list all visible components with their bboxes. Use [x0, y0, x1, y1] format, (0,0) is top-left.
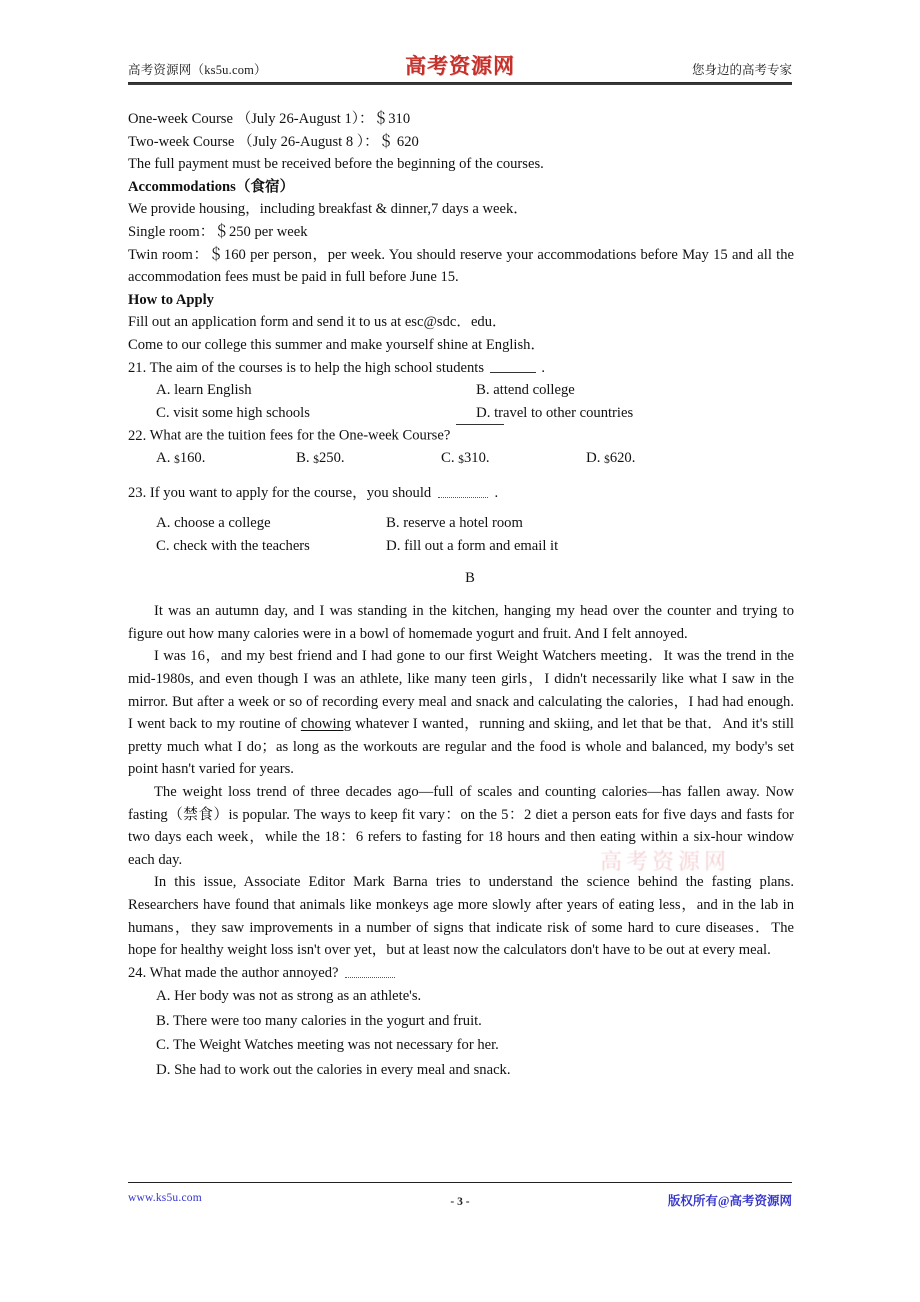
- option-letter: B.: [386, 515, 400, 532]
- option-letter: C.: [156, 404, 170, 421]
- option-letter: A.: [156, 515, 171, 532]
- passage-p2-underlined-word: chowing: [300, 716, 352, 733]
- option-letter: A.: [156, 381, 171, 398]
- question-22-option-d[interactable]: [586, 447, 635, 470]
- option-letter: D.: [156, 1061, 171, 1078]
- option-text: reserve a hotel room: [403, 515, 523, 532]
- page-footer: [128, 1190, 792, 1214]
- currency-symbol: $: [174, 454, 180, 467]
- question-23-option-d[interactable]: [386, 535, 558, 558]
- currency-symbol: $: [313, 454, 319, 467]
- option-text: 620.: [609, 449, 636, 466]
- question-24-stem: [128, 962, 794, 984]
- option-letter: B.: [476, 381, 490, 398]
- question-21-blank: [490, 359, 536, 372]
- question-22-options-row: [128, 447, 794, 470]
- question-22-option-a[interactable]: [156, 447, 296, 470]
- question-23-option-a[interactable]: [156, 512, 386, 535]
- option-text: She had to work out the calories in every meal and snack.: [174, 1061, 511, 1078]
- option-text: learn English: [174, 381, 252, 398]
- accommodations-twin-room: Twin room：＄160 per person，per week. You should reserve your accommodations before May 15 and all the accommodation fees must be paid in full before June 15.: [128, 246, 794, 286]
- question-22-stem: [128, 424, 794, 447]
- header-divider: [128, 82, 792, 85]
- question-24-blank: [345, 964, 395, 977]
- question-23-blank: [438, 484, 488, 497]
- question-22-option-b[interactable]: [296, 447, 441, 470]
- option-text: The Weight Watches meeting was not necessary for her.: [173, 1037, 499, 1054]
- question-22-text: What are the tuition fees for the One-week Course?: [149, 427, 451, 444]
- course-payment-note: The full payment must be received before the beginning of the courses.: [128, 156, 544, 173]
- question-21-option-d[interactable]: [476, 402, 633, 425]
- option-letter: C.: [156, 1037, 170, 1054]
- question-23-text: If you want to apply for the course，you should: [149, 484, 432, 501]
- question-21-stem: [128, 357, 794, 379]
- question-24-option-d[interactable]: [156, 1058, 511, 1083]
- option-text: Her body was not as strong as an athlete's.: [174, 987, 422, 1004]
- passage-paragraph-2: [128, 645, 794, 781]
- option-letter: A.: [156, 987, 171, 1004]
- option-text: There were too many calories in the yogurt and fruit.: [173, 1012, 482, 1029]
- passage-paragraph-3: The weight loss trend of three decades ago—full of scales and counting calories—has fallen away. Now fasting（禁食）is popular. The ways to keep fit vary：on the 5：2 diet a person eats for five days and fasts for two days each week，while the 18：6 refers to fasting for 18 hours and then eating within a six-hour window each day.: [128, 783, 794, 868]
- question-24-option-b[interactable]: [156, 1009, 482, 1034]
- question-23-option-b[interactable]: [386, 512, 523, 535]
- question-24-option-a[interactable]: [156, 984, 421, 1009]
- question-21-options-row-1: [128, 379, 794, 402]
- footer-url[interactable]: www.ks5u.com: [128, 1192, 202, 1204]
- question-21-period: .: [541, 359, 545, 376]
- option-letter: C.: [156, 537, 170, 554]
- option-letter: D.: [586, 449, 601, 466]
- accommodations-single-room: Single room：＄250 per week: [128, 224, 308, 241]
- question-21-option-b[interactable]: [476, 379, 575, 402]
- question-23-options-row-1: [128, 512, 794, 535]
- course-line-one-week: One-week Course （July 26-August 1）：＄310: [128, 111, 411, 127]
- accommodations-heading: Accommodations（食宿）: [128, 178, 295, 195]
- question-23-option-c[interactable]: [156, 535, 386, 558]
- question-22-blank: [456, 424, 504, 437]
- currency-symbol: $: [458, 454, 464, 467]
- question-23-options-row-2: [128, 535, 794, 558]
- passage-paragraph-4: In this issue, Associate Editor Mark Barna tries to understand the science behind the fasting plans. Researchers have found that animals like monkeys age more slowly after years of eating less，and in the lab in humans，they saw improvements in a number of signs that indicate risk of some hard to cure diseases．The hope for healthy weight loss isn't over yet，but at least now the calculators don't have to be out at every meal.: [128, 874, 794, 959]
- option-text: attend college: [493, 381, 575, 398]
- question-21-option-c[interactable]: [156, 402, 476, 425]
- question-21-option-a[interactable]: [156, 379, 476, 402]
- document-body: [128, 108, 794, 1083]
- question-23-number: 23.: [128, 484, 147, 501]
- option-letter: C.: [441, 449, 455, 466]
- question-24-option-a-row: [128, 984, 794, 1009]
- question-21-text: The aim of the courses is to help the high school students: [149, 359, 485, 376]
- question-21-number: 21.: [128, 359, 147, 376]
- page-watermark: 高考资源网: [600, 850, 731, 875]
- header-site-name: 高考资源网（ks5u.com）: [128, 63, 267, 77]
- option-text: 310.: [463, 449, 490, 466]
- question-24-text: What made the author annoyed?: [149, 964, 339, 981]
- page-number: - 3 -: [450, 1196, 470, 1208]
- option-letter: D.: [386, 537, 401, 554]
- section-letter-b: B: [465, 570, 475, 587]
- option-text: 250.: [318, 449, 345, 466]
- question-21-options-row-2: [128, 402, 794, 425]
- footer-divider: [128, 1182, 792, 1183]
- accommodations-housing-line: We provide housing，including breakfast & dinner,7 days a week．: [128, 201, 528, 218]
- passage-paragraph-1: It was an autumn day, and I was standing in the kitchen, hanging my head over the counter and trying to figure out how many calories were in a bowl of homemade yogurt and fruit. And I felt annoyed.: [128, 603, 794, 642]
- question-22-number: 22.: [128, 427, 147, 444]
- apply-come-line: Come to our college this summer and make yourself shine at English．: [128, 337, 546, 354]
- option-letter: B.: [296, 449, 310, 466]
- passage-p2-part-a: I was 16，and my best friend and I had gone to our first Weight Watchers meeting．It was the trend in the mid-1980s, and even though I was an athlete, like many teen girls，I didn't necessarily like what I saw in the mirror. But after a week or so of recording every meal and snack and calculating the calories，I had had enough. I went back to my routine of: [128, 648, 794, 733]
- option-text: check with the teachers: [173, 537, 310, 554]
- course-line-two-week: Two-week Course （July 26-August 8 ）：＄ 620: [128, 133, 419, 150]
- option-text: 160.: [179, 449, 206, 466]
- option-text: visit some high schools: [173, 404, 310, 421]
- option-text: choose a college: [174, 515, 271, 532]
- question-24-option-d-row: [128, 1058, 794, 1083]
- header-logo: 高考资源网: [405, 54, 515, 78]
- option-letter: B.: [156, 1012, 170, 1029]
- question-24-number: 24.: [128, 964, 147, 981]
- option-letter: D.: [476, 404, 491, 421]
- passage-p2-part-b: whatever I wanted，running and skiing, and let that be that．And it's still pretty much what I do；as long as the workouts are regular and the food is whole and balanced, my body's set point hasn't varied for years.: [128, 716, 794, 778]
- question-24-option-b-row: [128, 1009, 794, 1034]
- option-letter: A.: [156, 449, 171, 466]
- header-slogan: 您身边的高考专家: [691, 63, 792, 77]
- question-24-option-c-row: [128, 1033, 794, 1058]
- option-text: fill out a form and email it: [404, 537, 559, 554]
- question-24-option-c[interactable]: [156, 1033, 499, 1058]
- question-22-option-c[interactable]: [441, 447, 586, 470]
- apply-form-line: Fill out an application form and send it to us at esc@sdc．edu．: [128, 314, 507, 331]
- option-text: travel to other countries: [494, 404, 634, 421]
- footer-copyright: 版权所有@高考资源网: [667, 1194, 792, 1208]
- question-23-period: .: [494, 484, 499, 501]
- how-to-apply-heading: How to Apply: [128, 291, 214, 308]
- question-23-stem: [128, 482, 794, 505]
- currency-symbol: $: [604, 454, 610, 467]
